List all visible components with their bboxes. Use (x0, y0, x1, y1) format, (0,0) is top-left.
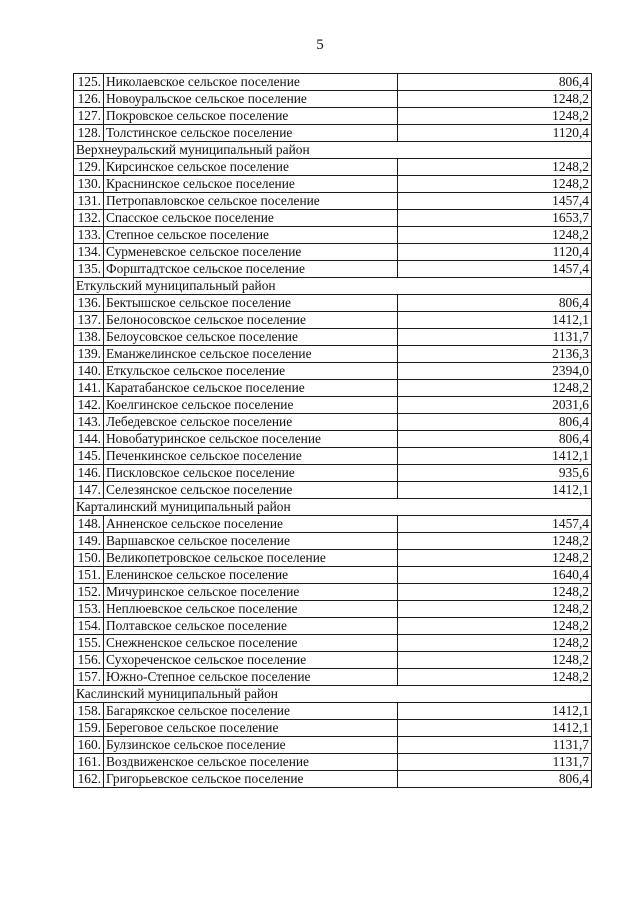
table-row (74, 414, 592, 431)
settlement-name: Багарякское сельское поселение (104, 703, 398, 720)
row-number: 132. (74, 210, 104, 227)
table-row (74, 125, 592, 142)
settlement-name: Мичуринское сельское поселение (104, 584, 398, 601)
settlement-value: 1457,4 (398, 193, 592, 210)
settlement-value: 1412,1 (398, 448, 592, 465)
table-row (74, 533, 592, 550)
settlement-value: 1120,4 (398, 125, 592, 142)
table-row (74, 754, 592, 771)
row-number: 131. (74, 193, 104, 210)
table-row (74, 329, 592, 346)
row-number: 159. (74, 720, 104, 737)
settlement-value: 1248,2 (398, 584, 592, 601)
table-row (74, 108, 592, 125)
settlement-name: Сухореченское сельское поселение (104, 652, 398, 669)
settlement-name: Краснинское сельское поселение (104, 176, 398, 193)
district-name: Карталинский муниципальный район (74, 499, 592, 516)
settlement-value: 1412,1 (398, 482, 592, 499)
table-row (74, 669, 592, 686)
table-row (74, 737, 592, 754)
table-row (74, 703, 592, 720)
settlement-name: Еманжелинское сельское поселение (104, 346, 398, 363)
table-row (74, 465, 592, 482)
table-row (74, 261, 592, 278)
row-number: 156. (74, 652, 104, 669)
settlement-value: 1248,2 (398, 380, 592, 397)
page-number: 5 (316, 37, 324, 53)
table-row (74, 159, 592, 176)
table-row (74, 312, 592, 329)
district-name: Еткульский муниципальный район (74, 278, 592, 295)
settlement-name: Григорьевское сельское поселение (104, 771, 398, 788)
settlements-table-body (74, 74, 592, 788)
settlement-value: 806,4 (398, 771, 592, 788)
settlement-value: 806,4 (398, 414, 592, 431)
settlement-name: Кирсинское сельское поселение (104, 159, 398, 176)
row-number: 148. (74, 516, 104, 533)
row-number: 130. (74, 176, 104, 193)
table-row (74, 771, 592, 788)
settlement-value: 806,4 (398, 295, 592, 312)
row-number: 133. (74, 227, 104, 244)
settlement-value: 806,4 (398, 431, 592, 448)
settlement-value: 1131,7 (398, 329, 592, 346)
settlement-name: Пискловское сельское поселение (104, 465, 398, 482)
settlement-value: 1653,7 (398, 210, 592, 227)
table-row (74, 363, 592, 380)
table-row (74, 193, 592, 210)
settlement-value: 1640,4 (398, 567, 592, 584)
row-number: 135. (74, 261, 104, 278)
settlement-name: Новобатуринское сельское поселение (104, 431, 398, 448)
settlement-value: 1248,2 (398, 618, 592, 635)
table-row (74, 584, 592, 601)
settlement-name: Покровское сельское поселение (104, 108, 398, 125)
row-number: 147. (74, 482, 104, 499)
row-number: 162. (74, 771, 104, 788)
row-number: 161. (74, 754, 104, 771)
row-number: 137. (74, 312, 104, 329)
row-number: 126. (74, 91, 104, 108)
table-row (74, 601, 592, 618)
table-row (74, 295, 592, 312)
settlement-value: 1248,2 (398, 635, 592, 652)
settlement-name: Толстинское сельское поселение (104, 125, 398, 142)
settlement-name: Неплюевское сельское поселение (104, 601, 398, 618)
row-number: 125. (74, 74, 104, 91)
settlement-value: 1457,4 (398, 261, 592, 278)
settlement-name: Бектышское сельское поселение (104, 295, 398, 312)
row-number: 153. (74, 601, 104, 618)
settlement-name: Каратабанское сельское поселение (104, 380, 398, 397)
settlement-name: Форштадтское сельское поселение (104, 261, 398, 278)
settlement-value: 1131,7 (398, 754, 592, 771)
row-number: 141. (74, 380, 104, 397)
table-row (74, 482, 592, 499)
settlement-value: 1248,2 (398, 176, 592, 193)
row-number: 127. (74, 108, 104, 125)
settlement-name: Анненское сельское поселение (104, 516, 398, 533)
settlement-value: 2031,6 (398, 397, 592, 414)
settlement-name: Петропавловское сельское поселение (104, 193, 398, 210)
settlement-name: Печенкинское сельское поселение (104, 448, 398, 465)
table-row (74, 176, 592, 193)
table-row (74, 74, 592, 91)
row-number: 138. (74, 329, 104, 346)
settlement-value: 1131,7 (398, 737, 592, 754)
settlement-name: Белоносовское сельское поселение (104, 312, 398, 329)
settlement-name: Николаевское сельское поселение (104, 74, 398, 91)
settlement-name: Великопетровское сельское поселение (104, 550, 398, 567)
row-number: 149. (74, 533, 104, 550)
row-number: 139. (74, 346, 104, 363)
table-row (74, 210, 592, 227)
row-number: 150. (74, 550, 104, 567)
settlement-name: Сурменевское сельское поселение (104, 244, 398, 261)
district-row (74, 278, 592, 295)
table-row (74, 652, 592, 669)
district-name: Верхнеуральский муниципальный район (74, 142, 592, 159)
settlement-value: 1248,2 (398, 669, 592, 686)
settlement-name: Булзинское сельское поселение (104, 737, 398, 754)
row-number: 157. (74, 669, 104, 686)
settlement-value: 1412,1 (398, 720, 592, 737)
row-number: 146. (74, 465, 104, 482)
settlement-name: Еленинское сельское поселение (104, 567, 398, 584)
settlement-name: Полтавское сельское поселение (104, 618, 398, 635)
settlement-value: 1248,2 (398, 533, 592, 550)
settlement-value: 806,4 (398, 74, 592, 91)
table-row (74, 227, 592, 244)
settlement-value: 1248,2 (398, 159, 592, 176)
district-name: Каслинский муниципальный район (74, 686, 592, 703)
settlement-value: 935,6 (398, 465, 592, 482)
settlement-name: Селезянское сельское поселение (104, 482, 398, 499)
settlement-value: 1248,2 (398, 227, 592, 244)
row-number: 134. (74, 244, 104, 261)
row-number: 144. (74, 431, 104, 448)
settlement-value: 2394,0 (398, 363, 592, 380)
table-row (74, 397, 592, 414)
settlement-value: 1412,1 (398, 312, 592, 329)
settlement-name: Лебедевское сельское поселение (104, 414, 398, 431)
district-row (74, 142, 592, 159)
row-number: 140. (74, 363, 104, 380)
table-row (74, 91, 592, 108)
table-row (74, 635, 592, 652)
settlement-name: Спасское сельское поселение (104, 210, 398, 227)
settlement-value: 1248,2 (398, 652, 592, 669)
row-number: 128. (74, 125, 104, 142)
settlement-name: Южно-Степное сельское поселение (104, 669, 398, 686)
table-row (74, 448, 592, 465)
row-number: 136. (74, 295, 104, 312)
district-row (74, 499, 592, 516)
settlement-name: Коелгинское сельское поселение (104, 397, 398, 414)
table-row (74, 550, 592, 567)
settlement-name: Снежненское сельское поселение (104, 635, 398, 652)
settlement-name: Белоусовское сельское поселение (104, 329, 398, 346)
settlement-value: 1248,2 (398, 601, 592, 618)
row-number: 155. (74, 635, 104, 652)
row-number: 160. (74, 737, 104, 754)
row-number: 142. (74, 397, 104, 414)
row-number: 154. (74, 618, 104, 635)
row-number: 151. (74, 567, 104, 584)
district-row (74, 686, 592, 703)
settlement-name: Новоуральское сельское поселение (104, 91, 398, 108)
settlement-name: Береговое сельское поселение (104, 720, 398, 737)
table-row (74, 244, 592, 261)
settlement-name: Варшавское сельское поселение (104, 533, 398, 550)
settlement-value: 1248,2 (398, 91, 592, 108)
settlement-value: 1120,4 (398, 244, 592, 261)
row-number: 129. (74, 159, 104, 176)
settlement-value: 1248,2 (398, 108, 592, 125)
table-row (74, 346, 592, 363)
settlement-name: Еткульское сельское поселение (104, 363, 398, 380)
table-row (74, 431, 592, 448)
settlement-value: 2136,3 (398, 346, 592, 363)
settlement-value: 1457,4 (398, 516, 592, 533)
settlement-name: Воздвиженское сельское поселение (104, 754, 398, 771)
row-number: 152. (74, 584, 104, 601)
row-number: 143. (74, 414, 104, 431)
settlement-value: 1412,1 (398, 703, 592, 720)
table-row (74, 720, 592, 737)
table-row (74, 567, 592, 584)
settlements-table (73, 73, 592, 788)
settlement-value: 1248,2 (398, 550, 592, 567)
table-row (74, 516, 592, 533)
table-row (74, 618, 592, 635)
table-row (74, 380, 592, 397)
row-number: 145. (74, 448, 104, 465)
row-number: 158. (74, 703, 104, 720)
settlement-name: Степное сельское поселение (104, 227, 398, 244)
